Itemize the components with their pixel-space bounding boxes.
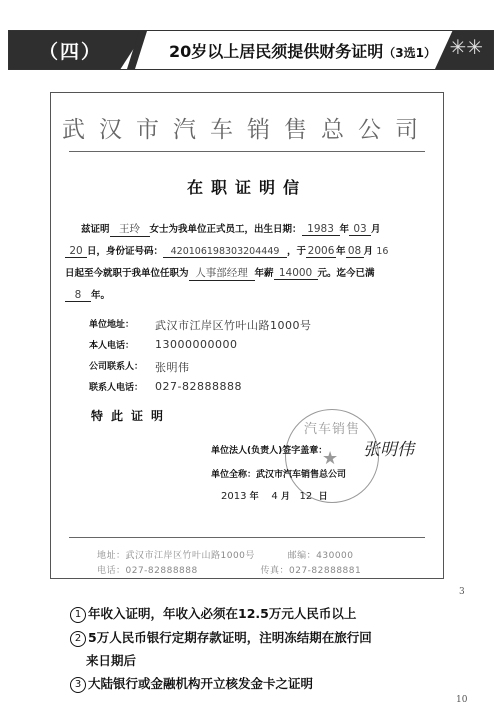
text: ，于 <box>287 246 307 257</box>
position: 人事部经理 <box>189 265 255 281</box>
paragraph-line-1 <box>81 221 451 237</box>
info-label-contact: 公司联系人： <box>89 362 144 372</box>
employee-name: 王玲 <box>110 221 150 237</box>
seal-star-icon: ★ <box>322 448 339 469</box>
birth-day: 20 <box>65 245 87 258</box>
header-rule <box>69 151 425 152</box>
requirement-1-text: 年收入证明，年收入必须在12.5万元人民币以上 <box>88 606 357 621</box>
birth-year: 1983 <box>302 223 340 236</box>
paragraph-line-2 <box>65 243 435 258</box>
requirement-1-number: 1 <box>70 607 86 623</box>
footer-line-1 <box>97 548 354 561</box>
text: 女士为我单位正式员工，出生日期： <box>149 224 302 235</box>
birth-month: 03 <box>349 223 371 236</box>
date-month-unit: 月 <box>280 492 290 502</box>
section-title-note: （3选1） <box>383 46 436 60</box>
date-month: 4 <box>271 491 278 502</box>
join-month: 08 <box>346 245 364 258</box>
page-number-inner: 3 <box>459 587 465 597</box>
text: 年 <box>339 224 350 235</box>
id-number: 420106198303204449 <box>163 246 287 258</box>
letter-heading: 在职证明信 <box>186 178 307 197</box>
requirement-1 <box>70 604 356 623</box>
date-year: 2013 <box>221 491 247 502</box>
employment-letter <box>50 92 444 579</box>
info-value-address: 武汉市江岸区竹叶山路1000号 <box>155 319 312 332</box>
info-value-phone: 13000000000 <box>155 338 238 351</box>
section-title-main: 20岁以上居民须提供财务证明 <box>169 42 384 61</box>
info-value-contact-phone: 027-82888888 <box>155 380 242 393</box>
seal-text: 汽车销售 <box>303 422 360 437</box>
info-value-contact: 张明伟 <box>155 361 190 374</box>
text: 月 <box>371 224 381 235</box>
requirement-2-text-continued: 来日期后 <box>86 653 137 668</box>
info-label-address: 单位地址： <box>89 320 135 330</box>
legal-rep-label: 单位法人(负责人)签字盖章： <box>211 446 328 456</box>
text: 日起至今就职于我单位任职为 <box>65 268 189 279</box>
text: 年薪 <box>254 268 274 279</box>
footer-address: 地址：武汉市江岸区竹叶山路1000号 <box>97 551 255 561</box>
requirement-2-continued <box>86 651 136 669</box>
text: 年 <box>336 246 346 257</box>
requirement-2-text: 5万人民币银行定期存款证明，注明冻结期在旅行回 <box>88 630 372 645</box>
requirement-3-text: 大陆银行或金融机构开立核发金卡之证明 <box>88 676 314 691</box>
paragraph-line-3 <box>65 265 435 281</box>
text: 月 <box>363 246 374 257</box>
requirement-3-number: 3 <box>70 677 86 693</box>
info-label-phone: 本人电话： <box>89 341 135 351</box>
handwritten-signature: 张明伟 <box>363 440 414 460</box>
footer-line-2 <box>97 563 361 576</box>
date-day: 12 <box>299 491 313 502</box>
info-label-contact-phone: 联系人电话： <box>89 383 144 393</box>
special-certification: 特此证明 <box>91 409 172 423</box>
banner-decoration-icon: ✳✳ <box>449 35 483 59</box>
issue-date <box>221 489 328 502</box>
requirement-2 <box>70 628 372 647</box>
salary: 14000 <box>274 267 318 280</box>
full-name-line <box>211 467 346 480</box>
date-year-unit: 年 <box>249 492 259 502</box>
requirement-2-number: 2 <box>70 631 86 647</box>
section-banner <box>8 30 494 70</box>
page-number-outer: 10 <box>456 695 468 705</box>
date-day-unit: 日 <box>318 492 328 502</box>
company-name: 武汉市汽车销售总公司 <box>62 117 432 143</box>
full-name-value: 武汉市汽车销售总公司 <box>256 470 347 480</box>
years-served: 8 <box>65 289 91 302</box>
footer-fax: 传真：027-82888881 <box>260 566 362 576</box>
paragraph-line-4 <box>65 287 435 302</box>
footer-phone: 电话：027-82888888 <box>97 566 198 576</box>
text: 日，身份证号码： <box>87 246 164 257</box>
section-title <box>169 39 436 62</box>
join-year: 2006 <box>307 245 335 257</box>
section-number: （四） <box>39 41 103 63</box>
footer-postcode: 邮编：430000 <box>287 551 354 561</box>
join-day: 16 <box>376 246 389 257</box>
text: 元。迄今已满 <box>317 268 375 279</box>
full-name-label: 单位全称： <box>211 470 257 480</box>
text: 兹证明 <box>81 224 110 235</box>
text: 年。 <box>91 290 111 301</box>
requirement-3 <box>70 674 313 693</box>
footer-rule <box>69 537 425 538</box>
